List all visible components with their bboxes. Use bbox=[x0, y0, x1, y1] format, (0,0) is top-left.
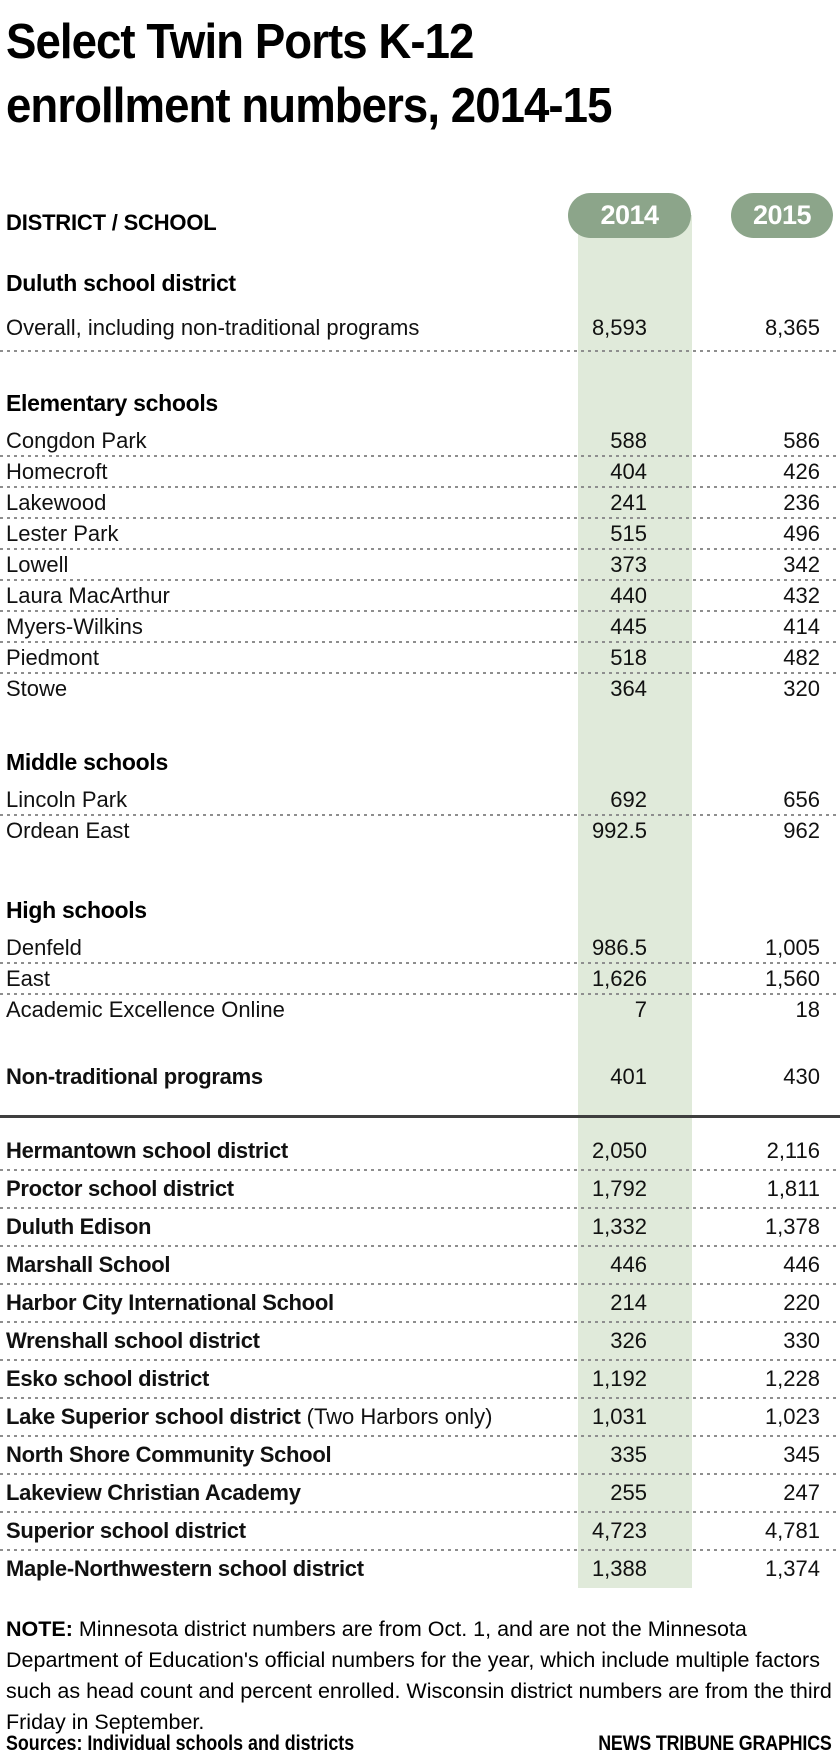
value-2015: 1,560 bbox=[764, 965, 820, 991]
page-title-line2: enrollment numbers, 2014-15 bbox=[6, 79, 612, 133]
value-2015: 236 bbox=[783, 489, 820, 515]
school-name: Lincoln Park bbox=[6, 786, 128, 812]
value-2014: 241 bbox=[610, 489, 647, 515]
value-2014: 1,792 bbox=[591, 1176, 647, 1201]
table-row bbox=[0, 456, 840, 487]
table-row bbox=[0, 1284, 840, 1322]
table-row bbox=[0, 611, 840, 642]
school-name: Homecroft bbox=[6, 458, 108, 484]
table-row bbox=[0, 815, 840, 846]
table-row bbox=[0, 518, 840, 549]
school-name: Myers-Wilkins bbox=[6, 613, 143, 639]
value-2015: 220 bbox=[783, 1290, 820, 1315]
value-2015: 432 bbox=[783, 582, 820, 608]
value-2015: 482 bbox=[783, 644, 820, 670]
value-2015: 1,023 bbox=[764, 1404, 820, 1429]
value-2014: 1,332 bbox=[591, 1214, 647, 1239]
value-2014: 986.5 bbox=[591, 934, 647, 960]
column-header-2014-pill: 2014 bbox=[568, 193, 691, 238]
table-row bbox=[0, 1398, 840, 1436]
column-header-district-school: DISTRICT / SCHOOL bbox=[6, 210, 217, 235]
school-name: Lowell bbox=[6, 551, 69, 577]
value-2014: 1,031 bbox=[591, 1404, 647, 1429]
district-name: Esko school district bbox=[6, 1366, 210, 1391]
value-2015: 414 bbox=[783, 613, 820, 639]
value-2014: 364 bbox=[610, 675, 647, 701]
table-row bbox=[0, 549, 840, 580]
school-name: East bbox=[6, 965, 51, 991]
value-2015: 1,228 bbox=[764, 1366, 820, 1391]
value-2014: 588 bbox=[610, 427, 647, 453]
page-title-line1: Select Twin Ports K-12 bbox=[6, 15, 474, 69]
value-2015: 2,116 bbox=[766, 1138, 820, 1163]
school-name: Ordean East bbox=[6, 817, 130, 843]
table-row bbox=[0, 1246, 840, 1284]
district-name: Maple-Northwestern school district bbox=[6, 1556, 364, 1581]
district-name: Proctor school district bbox=[6, 1176, 234, 1201]
value-2014: 1,388 bbox=[591, 1556, 647, 1581]
school-name: Non-traditional programs bbox=[6, 1064, 263, 1089]
value-2014: 4,723 bbox=[591, 1518, 647, 1543]
school-name: Laura MacArthur bbox=[6, 582, 170, 608]
value-2014: 1,192 bbox=[591, 1366, 647, 1391]
value-2015: 345 bbox=[783, 1442, 820, 1467]
value-2014: 440 bbox=[610, 582, 647, 608]
district-name: Harbor City International School bbox=[6, 1290, 334, 1315]
district-name: Wrenshall school district bbox=[6, 1328, 260, 1353]
value-2015: 1,374 bbox=[764, 1556, 820, 1581]
table-row bbox=[0, 1360, 840, 1398]
table-row bbox=[0, 963, 840, 994]
value-2014: 992.5 bbox=[591, 817, 647, 843]
school-name: Congdon Park bbox=[6, 427, 147, 453]
value-2015: 656 bbox=[783, 786, 820, 812]
value-2014: 2,050 bbox=[591, 1138, 647, 1163]
district-name: Duluth Edison bbox=[6, 1214, 152, 1239]
district-name bbox=[0, 1404, 527, 1430]
column-header-2015-pill: 2015 bbox=[731, 193, 833, 238]
sources-line: Sources: Individual schools and districts bbox=[6, 1732, 355, 1755]
district-name: Marshall School bbox=[6, 1252, 171, 1277]
table-row bbox=[0, 1170, 840, 1208]
note bbox=[6, 1614, 832, 1738]
table-row bbox=[0, 1208, 840, 1246]
district-name-main: Lake Superior school district bbox=[6, 1404, 301, 1429]
table-row bbox=[0, 932, 840, 963]
section-header-high: High schools bbox=[6, 896, 147, 923]
value-2014: 326 bbox=[610, 1328, 647, 1353]
school-name: Denfeld bbox=[6, 934, 82, 960]
table-row bbox=[0, 425, 840, 456]
table-row bbox=[0, 642, 840, 673]
value-2015: 446 bbox=[783, 1252, 820, 1277]
value-2014: 1,626 bbox=[591, 965, 647, 991]
note-label: NOTE: bbox=[6, 1617, 73, 1641]
value-2015: 4,781 bbox=[764, 1518, 820, 1543]
table-row bbox=[0, 1322, 840, 1360]
school-name: Overall, including non-traditional programs bbox=[6, 315, 420, 340]
value-2015: 342 bbox=[783, 551, 820, 577]
value-2014: 401 bbox=[610, 1064, 647, 1089]
value-2015: 496 bbox=[783, 520, 820, 546]
table-row bbox=[0, 784, 840, 815]
value-2014: 445 bbox=[610, 613, 647, 639]
page-title bbox=[6, 10, 782, 138]
value-2015: 586 bbox=[783, 427, 820, 453]
district-name: North Shore Community School bbox=[6, 1442, 332, 1467]
value-2015: 330 bbox=[783, 1328, 820, 1353]
value-2015: 426 bbox=[783, 458, 820, 484]
school-name: Stowe bbox=[6, 675, 68, 701]
value-2015: 1,378 bbox=[764, 1214, 820, 1239]
value-2014: 8,593 bbox=[591, 315, 647, 340]
table-row bbox=[0, 305, 840, 351]
table-row bbox=[0, 1055, 840, 1099]
value-2014: 518 bbox=[610, 644, 647, 670]
value-2015: 962 bbox=[783, 817, 820, 843]
table-row bbox=[0, 1550, 840, 1588]
credit-line: NEWS TRIBUNE GRAPHICS bbox=[598, 1732, 832, 1755]
value-2014: 692 bbox=[610, 786, 647, 812]
district-name-suffix: (Two Harbors only) bbox=[300, 1404, 493, 1429]
value-2014: 446 bbox=[610, 1252, 647, 1277]
section-header-middle: Middle schools bbox=[6, 748, 168, 775]
section-header-duluth: Duluth school district bbox=[6, 269, 236, 296]
school-name: Academic Excellence Online bbox=[6, 996, 285, 1022]
value-2015: 320 bbox=[783, 675, 820, 701]
table-row bbox=[0, 994, 840, 1025]
table-header bbox=[0, 185, 840, 241]
footer bbox=[6, 1732, 832, 1756]
district-name: Superior school district bbox=[6, 1518, 246, 1543]
value-2015: 8,365 bbox=[764, 315, 820, 340]
table-row bbox=[0, 1474, 840, 1512]
value-2015: 1,005 bbox=[764, 934, 820, 960]
table-row bbox=[0, 580, 840, 611]
school-name: Lakewood bbox=[6, 489, 107, 515]
district-name: Hermantown school district bbox=[6, 1138, 288, 1163]
district-name: Lakeview Christian Academy bbox=[6, 1480, 301, 1505]
section-header-elementary: Elementary schools bbox=[6, 389, 218, 416]
value-2014: 404 bbox=[610, 458, 647, 484]
value-2015: 247 bbox=[783, 1480, 820, 1505]
table-row bbox=[0, 487, 840, 518]
table-row bbox=[0, 1132, 840, 1170]
school-name: Lester Park bbox=[6, 520, 119, 546]
table-row bbox=[0, 1512, 840, 1550]
note-text: Minnesota district numbers are from Oct. 1, and are not the Minnesota Department of Education's official numbers for the year, which include multiple factors such as head count and percent enrolled. Wisconsin district numbers are from the third Friday in September. bbox=[6, 1617, 832, 1734]
value-2014: 335 bbox=[610, 1442, 647, 1467]
value-2014: 7 bbox=[634, 996, 647, 1022]
table-row bbox=[0, 1436, 840, 1474]
value-2014: 515 bbox=[610, 520, 647, 546]
enrollment-table bbox=[0, 185, 840, 1588]
value-2015: 1,811 bbox=[766, 1176, 820, 1201]
school-name: Piedmont bbox=[6, 644, 99, 670]
value-2015: 18 bbox=[795, 996, 820, 1022]
value-2014: 214 bbox=[610, 1290, 647, 1315]
value-2014: 373 bbox=[610, 551, 647, 577]
table-row bbox=[0, 673, 840, 704]
section-divider bbox=[0, 1115, 840, 1118]
value-2014: 255 bbox=[610, 1480, 647, 1505]
value-2015: 430 bbox=[783, 1064, 820, 1089]
